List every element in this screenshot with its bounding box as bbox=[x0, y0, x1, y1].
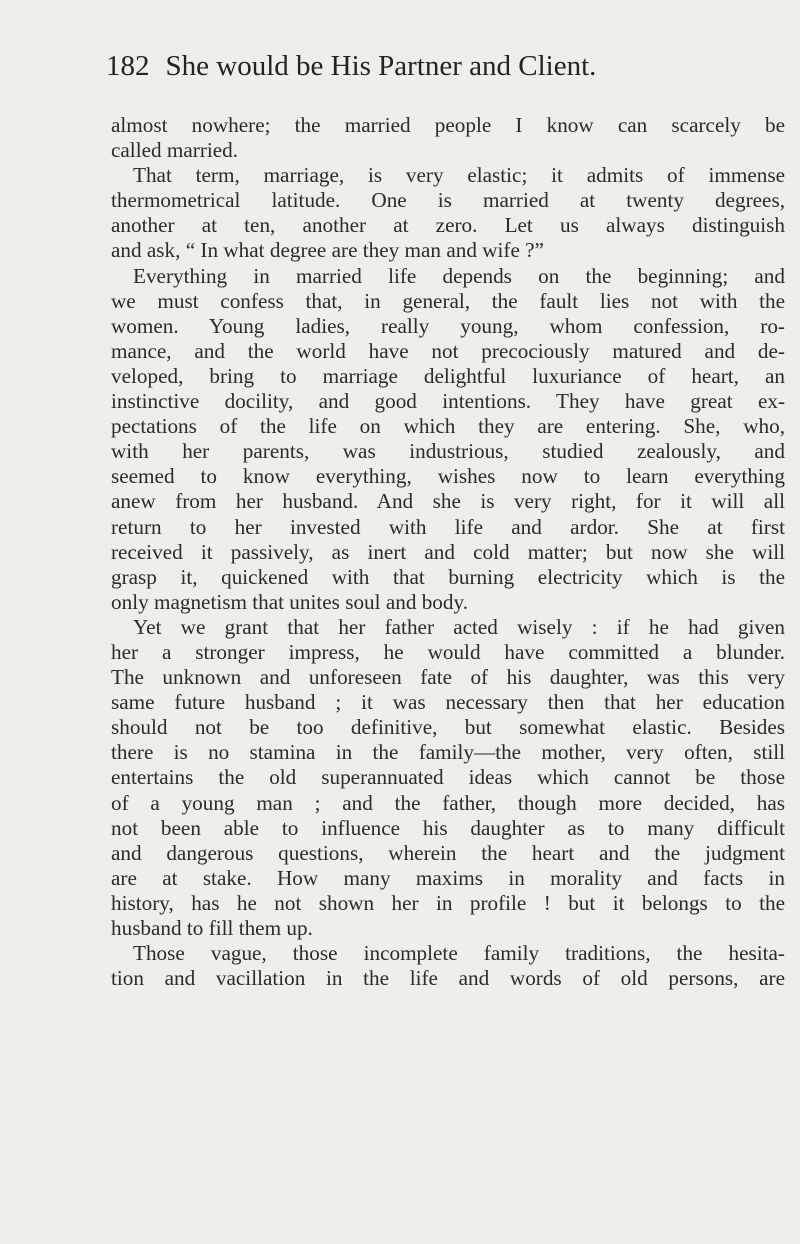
text-line: tion and vacillation in the life and words of old persons, are bbox=[111, 966, 785, 991]
page-number: 182 bbox=[106, 50, 150, 82]
text-line: only magnetism that unites soul and body. bbox=[111, 589, 469, 614]
text-line: anew from her husband. And she is very right, for it will all bbox=[111, 489, 785, 514]
text-line: history, has he not shown her in profile ! but it belongs to the bbox=[111, 890, 785, 915]
text-line: return to her invested with life and ardor. She at first bbox=[111, 514, 785, 539]
text-line: we must confess that, in general, the fault lies not with the bbox=[111, 288, 785, 313]
text-line: received it passively, as inert and cold matter; but now she will bbox=[111, 539, 785, 564]
text-line: Yet we grant that her father acted wisely : if he had given bbox=[133, 614, 785, 639]
text-line: with her parents, was industrious, studied zealously, and bbox=[111, 439, 785, 464]
text-line: grasp it, quickened with that burning electricity which is the bbox=[111, 564, 785, 589]
running-head bbox=[106, 46, 706, 86]
text-line: mance, and the world have not precociously matured and de- bbox=[111, 338, 785, 363]
text-line: Those vague, those incomplete family traditions, the hesita- bbox=[133, 941, 785, 966]
text-line: husband to fill them up. bbox=[111, 916, 313, 940]
text-line: another at ten, another at zero. Let us always distinguish bbox=[111, 213, 785, 238]
text-line: should not be too definitive, but somewhat elastic. Besides bbox=[111, 715, 785, 740]
text-line: That term, marriage, is very elastic; it admits of immense bbox=[133, 163, 785, 188]
text-line: same future husband ; it was necessary then that her education bbox=[111, 690, 785, 715]
text-line: pectations of the life on which they are entering. She, who, bbox=[111, 414, 785, 439]
text-line: veloped, bring to marriage delightful luxuriance of heart, an bbox=[111, 363, 785, 388]
text-line: and dangerous questions, wherein the heart and the judgment bbox=[111, 840, 785, 865]
text-line: of a young man ; and the father, though more decided, has bbox=[111, 790, 785, 815]
running-title: She would be His Partner and Client. bbox=[165, 50, 597, 82]
text-line: not been able to influence his daughter as to many difficult bbox=[111, 815, 785, 840]
text-line: seemed to know everything, wishes now to learn everything bbox=[111, 464, 785, 489]
text-line: women. Young ladies, really young, whom confession, ro- bbox=[111, 313, 785, 338]
body-text bbox=[111, 113, 785, 991]
text-line: entertains the old superannuated ideas which cannot be those bbox=[111, 765, 785, 790]
text-line: Everything in married life depends on the beginning; and bbox=[133, 263, 785, 288]
text-line: almost nowhere; the married people I know can scarcely be bbox=[111, 113, 785, 137]
text-line: her a stronger impress, he would have committed a blunder. bbox=[111, 639, 785, 664]
text-line: are at stake. How many maxims in morality and facts in bbox=[111, 865, 785, 890]
text-line: instinctive docility, and good intentions. They have great ex- bbox=[111, 389, 785, 414]
text-line: The unknown and unforeseen fate of his daughter, was this very bbox=[111, 665, 785, 690]
text-line: called married. bbox=[111, 138, 239, 163]
text-line: and ask, “ In what degree are they man and wife ?” bbox=[111, 238, 544, 263]
text-line: thermometrical latitude. One is married at twenty degrees, bbox=[111, 188, 785, 213]
text-line: there is no stamina in the family—the mother, very often, still bbox=[111, 740, 785, 765]
